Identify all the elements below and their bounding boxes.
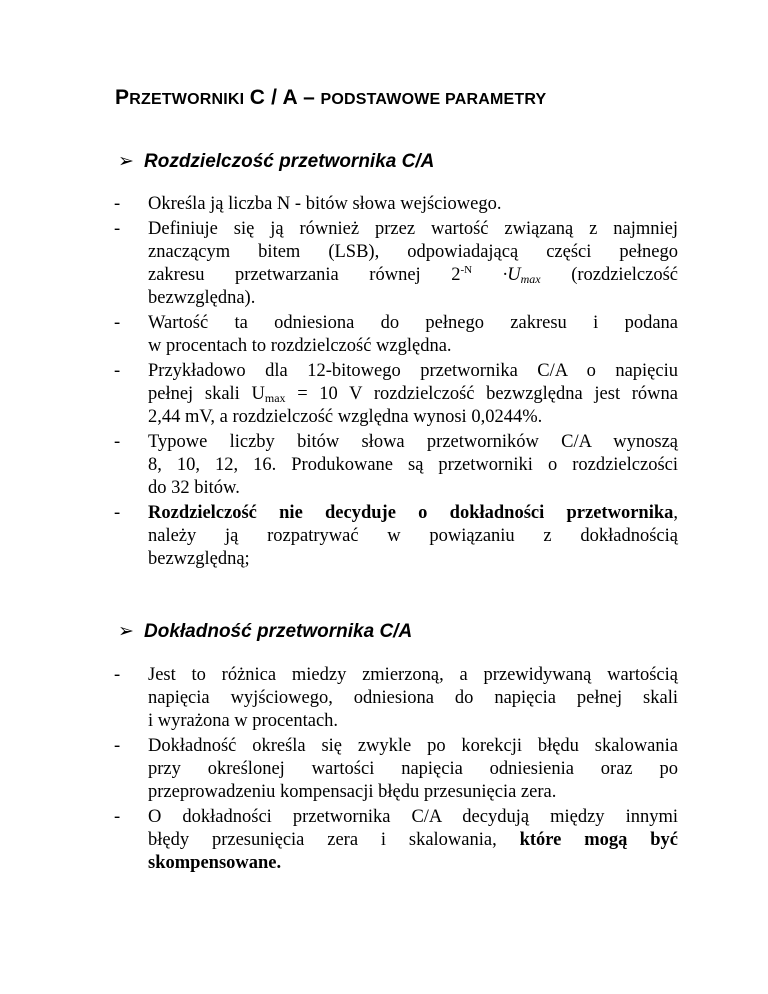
page-title: PRZETWORNIKI C / A – PODSTAWOWE PARAMETRY: [115, 86, 547, 109]
list-item: - Wartość ta odniesiona do pełnego zakresu i podana w procentach to rozdzielczość względna.: [114, 313, 678, 356]
list-item: - O dokładności przetwornika C/A decydują między innymi błędy przesunięcia zera i skalowania, które mogą być skompensowane.: [114, 807, 678, 873]
list-item: - Jest to różnica miedzy zmierzoną, a przewidywaną wartością napięcia wyjściowego, odniesiona do napięcia pełnej skali i wyrażona w procentach.: [114, 665, 678, 731]
accuracy-list: [0, 664, 678, 877]
section-heading-accuracy: ➢ Dokładność przetwornika C/A: [118, 621, 413, 642]
section-heading-resolution: ➢ Rozdzielczość przetwornika C/A: [118, 151, 435, 172]
list-item: - Rozdzielczość nie decyduje o dokładności przetwornika, należy ją rozpatrywać w powiązaniu z dokładnością bezwzględną;: [114, 503, 678, 569]
arrow-bullet-icon: ➢: [118, 151, 134, 172]
formula-line: zakresu przetwarzania równej $2^{-N} \cdot U_{max}$ (rozdzielczość: [148, 264, 679, 286]
dash-bullet: -: [114, 194, 121, 214]
dash-bullet: -: [114, 736, 121, 756]
dash-bullet: -: [114, 807, 121, 827]
list-item: - Dokładność określa się zwykle po korekcji błędu skalowania przy określonej wartości napięcia odniesienia oraz po przeprowadzeniu kompensacji błędu przesunięcia zera.: [114, 736, 678, 802]
list-item: - Typowe liczby bitów słowa przetworników C/A wynoszą 8, 10, 12, 16. Produkowane są przetworniki o rozdzielczości do 32 bitów.: [114, 432, 678, 498]
dash-bullet: -: [114, 665, 121, 685]
list-item: - Określa ją liczba N - bitów słowa wejściowego.: [114, 194, 502, 214]
dash-bullet: -: [114, 313, 121, 333]
resolution-list: [0, 193, 678, 573]
dash-bullet: -: [114, 503, 121, 523]
arrow-bullet-icon: ➢: [118, 621, 134, 642]
dash-bullet: -: [114, 361, 121, 381]
list-item: - Definiuje się ją również przez wartość związaną z najmniej znaczącym bitem (LSB), odpowiadającą części pełnego zakresu przetwarzania równej $2^{-N} \cdot U_{max}$ (rozdzielczość bezwzględna).: [114, 219, 679, 308]
list-item: - Przykładowo dla 12-bitowego przetwornika C/A o napięciu pełnej skali $U_{max} = 10$ V rozdzielczość bezwzględna jest równa 2,44 mV, a rozdzielczość względna wynosi 0,0244%.: [114, 361, 678, 427]
dash-bullet: -: [114, 432, 121, 452]
dash-bullet: -: [114, 219, 121, 239]
